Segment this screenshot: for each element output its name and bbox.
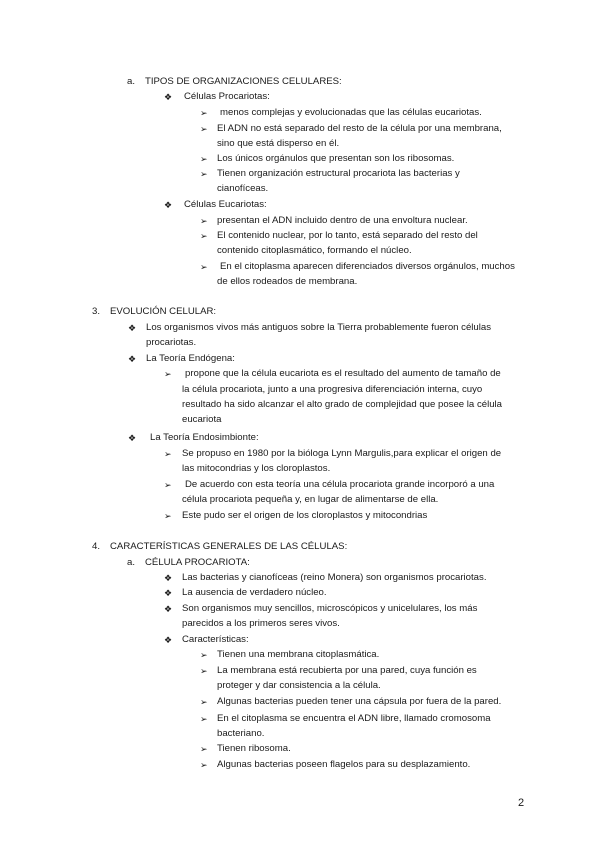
list-item: De acuerdo con esta teoría una célula procariota grande incorporó a una bbox=[185, 479, 495, 490]
list-item-continuation: parecidos a los primeros seres vivos. bbox=[182, 618, 340, 629]
arrow-bullet-icon: ➢ bbox=[200, 231, 208, 241]
diamond-bullet-icon: ❖ bbox=[164, 604, 173, 614]
list-item: Tienen una membrana citoplasmática. bbox=[217, 649, 380, 660]
list-item: propone que la célula eucariota es el resultado del aumento de tamaño de bbox=[185, 368, 501, 379]
list-item-continuation: cianofíceas. bbox=[217, 183, 269, 194]
list-item: Algunas bacterias pueden tener una cápsula por fuera de la pared. bbox=[217, 696, 502, 707]
arrow-bullet-icon: ➢ bbox=[200, 744, 208, 754]
arrow-bullet-icon: ➢ bbox=[200, 262, 208, 272]
diamond-bullet-icon: ❖ bbox=[128, 323, 137, 333]
list-item-continuation: célula procariota pequeña y, en lugar de alimentarse de ella. bbox=[182, 494, 439, 505]
arrow-bullet-icon: ➢ bbox=[200, 714, 208, 724]
list-item: menos complejas y evolucionadas que las células eucariotas. bbox=[220, 107, 482, 118]
list-item: El ADN no está separado del resto de la célula por una membrana, bbox=[217, 123, 502, 134]
list-item-continuation: de ellos rodeados de membrana. bbox=[217, 276, 358, 287]
arrow-bullet-icon: ➢ bbox=[164, 480, 172, 490]
section-4-heading: CARACTERÍSTICAS GENERALES DE LAS CÉLULAS: bbox=[110, 541, 348, 552]
arrow-bullet-icon: ➢ bbox=[164, 369, 172, 379]
arrow-bullet-icon: ➢ bbox=[200, 124, 208, 134]
list-item: Este pudo ser el origen de los cloroplastos y mitocondrias bbox=[182, 510, 428, 521]
eucariotas-label: Células Eucariotas: bbox=[184, 199, 267, 210]
arrow-bullet-icon: ➢ bbox=[200, 216, 208, 226]
list-item-continuation: sino que está disperso en él. bbox=[217, 138, 340, 149]
list-item: Tienen ribosoma. bbox=[217, 743, 291, 754]
list-item-continuation: resultado ha sido alcanzar el alto grado de complejidad que posee la célula bbox=[182, 399, 503, 410]
arrow-bullet-icon: ➢ bbox=[200, 666, 208, 676]
diamond-bullet-icon: ❖ bbox=[128, 354, 137, 364]
list-item-continuation: eucariota bbox=[182, 414, 222, 425]
page-number: 2 bbox=[518, 797, 525, 809]
subsection-a-heading: CÉLULA PROCARIOTA: bbox=[145, 557, 250, 568]
list-item-continuation: contenido citoplasmático, formando el núcleo. bbox=[217, 245, 412, 256]
section-a-heading: TIPOS DE ORGANIZACIONES CELULARES: bbox=[145, 76, 342, 87]
arrow-bullet-icon: ➢ bbox=[164, 511, 172, 521]
list-item: Los únicos orgánulos que presentan son los ribosomas. bbox=[217, 153, 455, 164]
subsection-a-marker: a. bbox=[127, 557, 136, 568]
paragraph: Los organismos vivos más antiguos sobre la Tierra probablemente fueron células bbox=[146, 322, 492, 333]
list-item-continuation: bacteriano. bbox=[217, 728, 265, 739]
list-item-continuation: la célula procariota, junto a una progresiva diferenciación interna, cuyo bbox=[182, 384, 483, 395]
section-a-marker: a. bbox=[127, 76, 136, 87]
diamond-bullet-icon: ❖ bbox=[164, 573, 173, 583]
arrow-bullet-icon: ➢ bbox=[164, 449, 172, 459]
arrow-bullet-icon: ➢ bbox=[200, 760, 208, 770]
list-item-continuation: las mitocondrias y los cloroplastos. bbox=[182, 463, 331, 474]
list-item: La ausencia de verdadero núcleo. bbox=[182, 587, 327, 598]
diamond-bullet-icon: ❖ bbox=[164, 635, 173, 645]
diamond-bullet-icon: ❖ bbox=[164, 92, 173, 102]
list-item: Algunas bacterias poseen flagelos para su desplazamiento. bbox=[217, 759, 471, 770]
arrow-bullet-icon: ➢ bbox=[200, 650, 208, 660]
endosimbionte-label: La Teoría Endosimbionte: bbox=[150, 432, 259, 443]
section-3-number: 3. bbox=[92, 306, 101, 317]
list-item: Se propuso en 1980 por la bióloga Lynn Margulis,para explicar el origen de bbox=[182, 448, 502, 459]
arrow-bullet-icon: ➢ bbox=[200, 154, 208, 164]
arrow-bullet-icon: ➢ bbox=[200, 169, 208, 179]
caracteristicas-label: Características: bbox=[182, 634, 249, 645]
list-item: En el citoplasma aparecen diferenciados diversos orgánulos, muchos bbox=[220, 261, 515, 272]
diamond-bullet-icon: ❖ bbox=[164, 588, 173, 598]
procariotas-label: Células Procariotas: bbox=[184, 91, 270, 102]
list-item: El contenido nuclear, por lo tanto, está separado del resto del bbox=[217, 230, 478, 241]
diamond-bullet-icon: ❖ bbox=[164, 200, 173, 210]
paragraph-continuation: procariotas. bbox=[146, 337, 197, 348]
list-item: presentan el ADN incluido dentro de una envoltura nuclear. bbox=[217, 215, 468, 226]
list-item: Tienen organización estructural procariota las bacterias y bbox=[217, 168, 460, 179]
arrow-bullet-icon: ➢ bbox=[200, 697, 208, 707]
list-item: La membrana está recubierta por una pared, cuya función es bbox=[217, 665, 477, 676]
diamond-bullet-icon: ❖ bbox=[128, 433, 137, 443]
list-item: Son organismos muy sencillos, microscópicos y unicelulares, los más bbox=[182, 603, 478, 614]
list-item: Las bacterias y cianofíceas (reino Monera) son organismos procariotas. bbox=[182, 572, 487, 583]
endogena-label: La Teoría Endógena: bbox=[146, 353, 235, 364]
section-4-number: 4. bbox=[92, 541, 101, 552]
list-item-continuation: proteger y dar consistencia a la célula. bbox=[217, 680, 381, 691]
list-item: En el citoplasma se encuentra el ADN libre, llamado cromosoma bbox=[217, 713, 491, 724]
arrow-bullet-icon: ➢ bbox=[200, 108, 208, 118]
section-3-heading: EVOLUCIÓN CELULAR: bbox=[110, 306, 217, 317]
